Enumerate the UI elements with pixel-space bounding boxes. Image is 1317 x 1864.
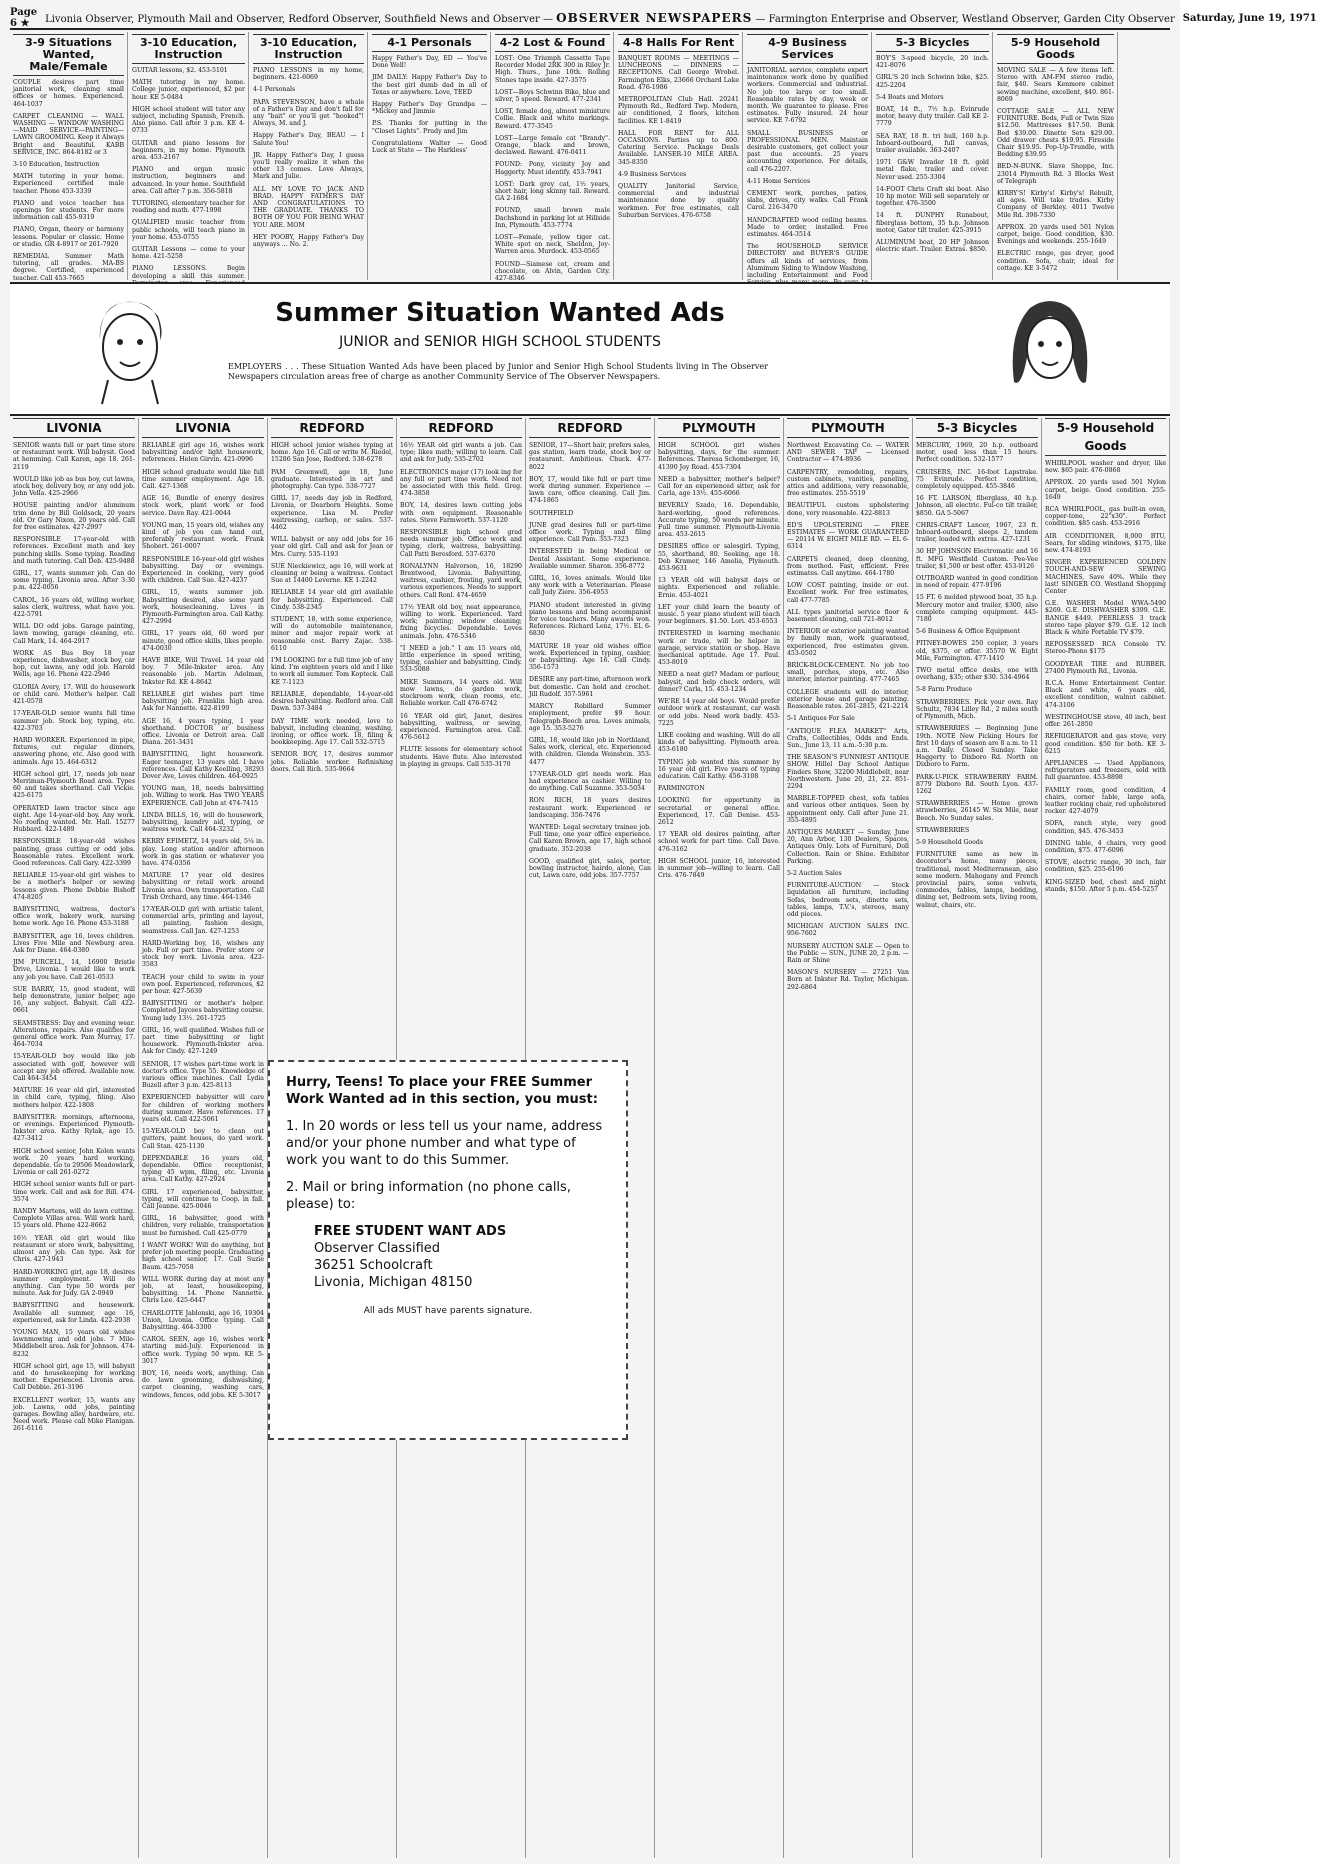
student-ad: GIRL, 18, would like job in Northland, Sales work, clerical, etc. Experienced with children. Glenda Weinstein. 353-4477	[529, 736, 651, 766]
classified-ad: COUPLE desires part time janitorial work, cleaning small offices or homes. Experienced. 464-1037	[13, 79, 124, 108]
coupon-address	[314, 1223, 610, 1291]
student-ad: RELIABLE girl wishes part time babysitting job. Franklin high area. Ask for Nannette. 422-8199	[142, 690, 264, 713]
student-ad: BEAUTIFUL custom upholstering done, very reasonable. 422-8813	[787, 502, 909, 517]
girl-illustration	[1000, 292, 1100, 404]
classified-ad: GUITAR lessons, $2. 453-5101	[132, 67, 228, 74]
page-number: Page 6 ★	[10, 7, 38, 29]
student-ad: DAY TIME work needed, love to babysit, including cleaning, washing, ironing, or office work. 18, filing & bookkeeping. Age 17. Call 532-5715	[271, 717, 393, 747]
student-ad-column	[913, 418, 1042, 1858]
student-ad: ALL types janitorial service floor & basement cleaning, call 721-8012	[787, 608, 909, 624]
student-ad: EXCELLENT worker, 15, wants any job. Lawns, odd jobs, painting garages. Bowling alley, hardware, etc. Need work. Please call Mike Flanigan. 261-6116	[13, 1396, 135, 1433]
classified-ad: LOST: Dark grey cat, 1½ years, short hair, long skinny tail. Reward. GA 2-1684	[495, 180, 610, 203]
student-ad: WORK AS Bus Boy 18 year experience, dishwasher, stock boy, car hop, cut lawns, any odd job. Harold Wells, age 16. Phone 422-2946	[13, 649, 135, 679]
student-ad: FURNITURE same as new in decorator's home, many pieces, traditional, most Mediterranean, also some modern. Mahogany and French provincial pairs, some velvets, commodes, tables, lamps, bedding, dining set, Bedroom sets, living room, walnut, chairs, etc.	[916, 851, 1038, 909]
student-ad: TEACH your child to swim in your own pool. Experienced, references, $2 per hour. 427-5639	[142, 973, 264, 995]
student-ad: THE SEASON'S FUNNIEST ANTIQUE SHOW. Hillel Day School Antique Finders Show, 32200 Middlebelt, near Northwestern. June 20, 21, 22. 851-2294	[787, 754, 909, 790]
classified-ad: TUTORING, elementary teacher for reading and math. 477-1998	[132, 200, 245, 215]
classified-ad: P.S. Thanks for putting in the "Closet Lights". Prudy and Jim	[372, 120, 487, 135]
student-ad: BOY, 16, needs work, anything. Can do lawn grooming, dishwashing, carpet cleaning, washing cars, windows, fences, odd jobs. KE 5-3017	[142, 1369, 264, 1399]
student-ad: BOY, 14, desires lawn cutting jobs with own equipment. Reasonable rates. Steve Farmworth. 537-1120	[400, 502, 522, 524]
student-ad: FURNITURE-AUCTION — Stock liquidation all furniture, including Sofas, bedroom sets, dinette sets, tables, lamps, T.V.'s, stereos, many odd pieces.	[787, 882, 909, 918]
student-ad: SEAMSTRESS: Day and evening wear. Alterations, repairs. Also qualifies for general office work. Pam Murray, 17. 464-7034	[13, 1019, 135, 1049]
column-heading: 5-3 Bicycles	[876, 34, 989, 52]
student-ad: 5-9 Household Goods	[916, 838, 984, 846]
student-ad: HIGH school graduate would like full time summer employment. Age 18. Call. 427-1368	[142, 468, 264, 491]
student-ad: STRAWBERRIES — Home grown strawberries, 26145 W. Six Mile, near Beech. No Sunday sales.	[916, 800, 1038, 822]
student-ad: 17-YEAR-OLD senior wants full time summer job. Stock boy, typing, etc. 422-3703	[13, 710, 135, 732]
classified-column	[129, 32, 249, 280]
student-ad: CAROL SEEN, age 16, wishes work starting mid-July. Experienced in office work. Typing 50 wpm. KE 5-3017	[142, 1336, 264, 1365]
student-ad: HIGH school girl, 17, needs job near Merriman-Plymouth Road area. Types 60 and takes shorthand. Call Vickie. 425-6175	[13, 770, 135, 800]
student-ad: GIRL, 16, loves animals. Would like any work with a Veterinarian. Please call Judy Ziere. 356-4953	[529, 575, 651, 597]
student-ad: AGE 16, 4 years typing, 1 year shorthand. DOCTOR or business office. Livonia or Detroit area. Call Diana. 261-3431	[142, 717, 264, 747]
student-ad: KING-SIZED bed, chest and night stands, $150. After 5 p.m. 454-5257	[1045, 878, 1166, 893]
student-ad: SINGER EXPERIENCED GOLDEN TOUCH-AND-SEW SEWING MACHINES. Save 40%. While they last! SINGER CO. Westland Shopping Center	[1045, 559, 1166, 596]
classified-column	[615, 32, 743, 280]
student-ad-column	[1042, 418, 1170, 1858]
classified-ad: 3-10 Education, Instruction	[13, 161, 100, 169]
student-ad: DINING table, 4 chairs, very good condition, $75. 477-6096	[1045, 839, 1166, 854]
classified-ad: JIM DAILY: Happy Father's Day to the best girl dumb dad in all of Texas or anywhere. Love, TEED	[372, 74, 487, 96]
student-ad: OPERATED lawn tractor since age eight. Age 14-year-old boy. Any work. No roofing wanted. Mr. Hall. 15277 Hubbard. 422-1489	[13, 804, 135, 834]
student-ad: MATURE 18 year old wishes office work. Experienced in typing, cashier, or babysitting. Age 16. Call Cindy. 356-1573	[529, 642, 651, 672]
student-ad: AIR CONDITIONER, 8,000 BTU, Sears, for sliding windows, $175, like new. 474-8193	[1045, 532, 1166, 555]
classified-ad: 4-9 Business Services	[618, 170, 687, 178]
student-ad: JUNE grad desires full or part-time office work. Typing and filing experience. Call Pam. 353-7323	[529, 521, 651, 544]
coupon-step-2: 2. Mail or bring information (no phone calls, please) to:	[286, 1180, 571, 1212]
student-ad: RON RICH, 18 years desires restaurant work. Experienced or landscaping. 356-7476	[529, 797, 651, 819]
student-ad: RELIABLE, dependable, 14-year-old desires babysitting. Redford area. Call Dawn. 537-3484	[271, 690, 393, 713]
coupon-address-line: 36251 Schoolcraft	[314, 1258, 433, 1273]
column-heading: 4-1 Personals	[372, 34, 487, 52]
student-ad: 5-2 Auction Sales	[787, 869, 842, 877]
student-ad: MATURE 16 year old girl, interested in child care, typing, filing. Also mothers helper. 422-1808	[13, 1087, 135, 1109]
student-ad: CARPETS cleaned, deep cleaning, from method. Fast, efficient. Free estimates. Call anytime. 464-1780	[787, 555, 909, 578]
student-ad: YOUNG man, 18, needs babysitting job. Willing to work. Has TWO YEARS EXPERIENCE. Call John at 474-7415	[142, 785, 264, 807]
classified-ad: MATH tutoring in my home. College junior, experienced, $2 per hour. KE 5-0484	[132, 79, 245, 101]
classified-ad: ALUMINUM boat, 20 HP Johnson electric start. Trailer. Extras. $850.	[876, 239, 989, 254]
classified-column	[250, 32, 368, 280]
student-ad: REFRIGERATOR and gas stove, very good condition. $50 for both. KE 3-6215	[1045, 733, 1166, 755]
classified-ad: HEY POOBY, Happy Father's Day anyways ... No. 2.	[253, 233, 364, 249]
classified-ad: 4-1 Personals	[253, 86, 296, 94]
column-heading: 3-10 Education, Instruction	[253, 34, 364, 64]
coupon-address-line: Livonia, Michigan 48150	[314, 1275, 473, 1290]
classified-column	[369, 32, 491, 280]
student-ad: GIRL, 17, wants summer job. Can do some typing. Livonia area. After 3:30 p.m. 422-0056	[13, 570, 135, 592]
classified-column	[492, 32, 614, 283]
student-ad: LOW COST painting, inside or out. Excellent work. For free estimates, call 477-7785	[787, 582, 909, 604]
student-ad: TWO metal office desks, one with overhang, $35; other $30. 534-4964	[916, 667, 1038, 682]
classified-ad: 1971 G&W Invader 18 ft. gold metal flake, trailer and cover. Never used. 255-3304	[876, 159, 989, 181]
header-left-text: Livonia Observer, Plymouth Mail and Observer, Redford Observer, Southfield News and Observer	[45, 14, 540, 25]
student-ad: ELECTRONICS major (17) look ing for any full or part time work. Need not be associated with this field. Greg. 474-3858	[400, 468, 522, 498]
student-ad: WANTED: Legal secretary trainee job. Full time, one year office experience. Call Karen Brown, age 17, high school graduate. 352-2038	[529, 823, 651, 853]
classified-ad: CEMENT work, porches, patios, slabs, drives, city walks. Call Frank Carol. 216-3470	[747, 190, 868, 212]
summer-situation-banner	[10, 282, 1170, 416]
student-ad: 13 YEAR old will babysit days or nights. Experienced and reliable. Ernie. 453-4021	[658, 577, 780, 599]
classified-ad: BED-N-BUNK. Slave Shoppe, Inc. 23014 Plymouth Rd. 3 Blocks West of Telegraph	[997, 163, 1114, 185]
student-ad: I WANT WORK! Will do anything, but prefer job meeting people. Graduating high school senior, 17. Call Suzie Baum. 425-7058	[142, 1241, 264, 1271]
student-ad: WE'RE 14 year old boys. Would prefer outdoor work at restaurant, car wash or odd jobs. Need work badly. 453-7225	[658, 698, 780, 727]
city-heading: REDFORD	[529, 418, 651, 438]
classified-ad: 4-11 Home Services	[747, 177, 811, 185]
student-ad: RESPONSIBLE 18-year-old wishes painting, grass cutting or odd jobs. Reasonable rates. Excellent work. Good references. Call Gary. 422-3399	[13, 838, 135, 867]
classified-ad: LOST—Boys Schwinn Bike, blue and silver, 5 speed. Reward. 477-2341	[495, 88, 610, 104]
student-ad: WILL DO odd jobs. Garage painting, lawn mowing, garage cleaning, etc. Call Mark, 14. 464-2917	[13, 623, 135, 645]
student-ad-column	[655, 418, 784, 1858]
classified-ad: METROPOLITAN Club Hall. 20241 Plymouth Rd., Redford Twp. Modern, air conditioned, 2 floors, kitchen facilities. KE 1-8419	[618, 96, 739, 125]
classified-ad: PIANO, Organ, theory or harmony lessons. Popular or classic. Home or studio. GR 4-8917 or 261-7920	[13, 226, 124, 248]
student-ad: GOODYEAR TIRE and RUBBER. 27400 Plymouth Rd., Livonia.	[1045, 660, 1166, 675]
student-ad-column	[10, 418, 139, 1858]
classified-ad: HALL FOR RENT for ALL OCCASIONS. Parties up to 800. Catering Service. Package Deals Available. LANSER-10 MILE AREA. 345-8350	[618, 129, 739, 166]
classified-ad: Happy Father's Day Grandpa — *Mickey and Jimmie	[372, 101, 487, 116]
coupon-address-line: Observer Classified	[314, 1241, 441, 1256]
student-ad: GLORIA Avery, 17. Will do housework or child care. Mother's helper. Call 421-0578	[13, 683, 135, 706]
classified-column	[873, 32, 993, 280]
classified-ad: PAPA STEVENSON, have a whale of a Father's Day and don't fall for any "bait" or you'll get "hooked"! Always, M. and J.	[253, 98, 364, 128]
student-ad: HARD-WORKING girl, age 18, desires summer employment. Will do anything. Can type 50 words per minute. Ask for Judy. GA 2-0949	[13, 1268, 135, 1298]
coupon-address-line: FREE STUDENT WANT ADS	[314, 1224, 507, 1239]
student-ad: SUE Nieckiewicz, age 16, will work at cleaning or being a waitress. Contact Sue at 14400 Leverne. KE 1-2242	[271, 562, 393, 585]
student-ad: RANDY Martens, will do lawn cutting. Complete Villas area. Will work hard, 15 years old. Phone 422-8662	[13, 1208, 135, 1230]
student-ad: GIRL 17 experienced, babysitter, typing, will continue to Coop. in fall. Call Jeanne. 425-0046	[142, 1188, 264, 1211]
student-ad: SOFA, ranch style, very good condition, $45. 476-3453	[1045, 820, 1166, 835]
student-ad: HARD WORKER. Experienced in pipe, fixtures, cut regular dinners, answering phone, etc. Also good with animals. Age 15. 464-6312	[13, 736, 135, 766]
student-ad: SENIOR BOY, 17, desires summer jobs. Reliable worker. Refinishing doors. Call Rich. 535-9664	[271, 751, 393, 773]
classified-ad: Congratulations Walter — Good Luck at State — The Harkless'	[372, 139, 487, 155]
student-ad: CAROL, 16 years old, willing worker, sales clerk, waitress, what have you. 422-5791	[13, 596, 135, 619]
student-ad: WILL babysit or any odd jobs for 16 year old girl. Call and ask for Jean or Mrs. Curry. 535-1193	[271, 536, 393, 558]
student-ad: SENIOR, 17—Short hair, prefers sales, gas station, learn trade, stock boy or restaurant. Ambitious. Chuck. 477-8022	[529, 442, 651, 471]
student-ad: STRAWBERRIES. Pick your own. Ray Schultz, 7834 Lilley Rd., 2 miles south of Plymouth, Mich.	[916, 698, 1038, 721]
masthead: OBSERVER NEWSPAPERS	[556, 11, 753, 25]
column-heading: 4-9 Business Services	[747, 34, 868, 64]
city-heading: 5-9 Household Goods	[1045, 418, 1166, 456]
student-ad: 17-YEAR-OLD girl needs work. Has had experience as cashier. Willing to do anything. Call Suzanne. 353-5034	[529, 770, 651, 793]
coupon-step-1: 1. In 20 words or less tell us your name, address and/or your phone number and what type of work you want to do this Summer.	[286, 1119, 603, 1168]
student-ad: AGE 16, Bundle of energy desires stock work, plant work or food service. Dave Ray. 421-0044	[142, 495, 264, 517]
student-ad: LET your child learn the beauty of music. 5 year piano student will teach your beginners. $1.50. Lori. 453-6553	[658, 603, 780, 626]
student-ad: HIGH SCHOOL girl wishes babysitting, days, for the summer. References. Theresa Schomberger, 16, 41390 Joy Road. 453-7304	[658, 442, 780, 471]
student-ad: MERCURY, 1969, 20 h.p. outboard motor, used less than 15 hours. Perfect condition. 532-1577	[916, 442, 1038, 464]
classified-ad: MOVING SALE — A few items left. Stereo with AM-FM stereo radio, fair, $40. Sears Kenmore cabinet sewing machine, excellent, $40. 861-8069	[997, 67, 1114, 103]
student-ad: APPLIANCES — Used Appliances, refrigerators and freezers, sold with full guarantee. 453-8898	[1045, 759, 1166, 782]
student-ad: CHARLOTTE Jablonski, age 16, 19304 Union, Livonia. Office typing. Call Babysitting. 464-3300	[142, 1309, 264, 1331]
student-ad: TYPING job wanted this summer by 16 year old girl. Five years of typing education. Call Kathy. 456-3108	[658, 758, 780, 780]
classified-ad: QUALITY Janitorial Service, commercial and industrial maintenance done by quality workmen. For free estimates, call Suburban Services. 476-6758	[618, 183, 739, 219]
student-ad: BABYSITTING, light housework. Eager teenager, 13 years old. I have references. Call Kathy Keelling, 38293 Dover Ave, Loves children. 464-0925	[142, 751, 264, 780]
student-ad: BOY, 17, would like full or part time work during summer. Experience — lawn care, office cleaning. Call Jim. 474-1865	[529, 475, 651, 505]
classified-ad: ELECTRIC range, gas dryer, good condition. Sofa, chair, ideal for cottage. KE 3-5472	[997, 250, 1114, 272]
student-ad: LINDA BILLS, 16, will do housework, babysitting, laundry aid, typing, or waitress work. Call 464-3232	[142, 811, 264, 834]
student-ad: MIKE Summers, 14 years old. Will mow lawns, do garden work, stockroom work, clean rooms, etc. Reliable worker. Call 476-6742	[400, 678, 522, 708]
student-ad: INTERESTED in learning mechanic work or trade, will be helper in garage, service station or shop. Have mechanical aptitude. Age 17. Paul. 453-8019	[658, 630, 780, 667]
student-ad: HARD-Working boy, 16, wishes any job. Full or part time. Prefer store or stock boy work. Livonia area. 422-3583	[142, 939, 264, 969]
classified-ad: LOST, female dog, almost miniature Collie. Black and white markings. Reward. 477-3545	[495, 108, 610, 130]
classified-ad: CARPET CLEANING — WALL WASHING — WINDOW WASHING—MAID SERVICE—PAINTING—LAWN GROOMING. Keep it Always Bright and Beautiful. KABB SERVICE, INC. 864-8182 or 3	[13, 112, 124, 156]
student-ad: ANTIQUES MARKET — Sunday, June 20, Ann Arbor, 130 Dealers, Spaces, Antiques Only. Lots of Furniture, Doll Collection. Rain or Shine. Exhibitor Parking.	[787, 828, 909, 865]
student-ad: HIGH school senior wants full or part-time work. Call and ask for Bill. 474-3574	[13, 1181, 135, 1203]
student-ad: INTERESTED in being Medical or Dental Assistant. Some experience. Available summer. Sharon. 356-8772	[529, 548, 651, 570]
student-ad: BEVERLY Szado, 16. Dependable, hard-working, good references. Accurate typing, 50 words per minute. Full time summer. Plymouth-Livonia area. 453-2615	[658, 502, 780, 539]
student-ad: RONALYNN Halvorson, 16, 18290 Brentwood, Livonia. Babysitting, waitress, cashier, frosting, yard work, various experiences. Needs to support others. Call Ronl. 474-4659	[400, 562, 522, 599]
student-ad: MARBLE-TOPPED chest, sofa tables and various other antiques. Seen by appointment only. Call after June 21. 355-4895	[787, 795, 909, 824]
classified-ad: GIRL'S 20 inch Schwinn bike, $25. 425-2204	[876, 74, 989, 89]
banner-body: EMPLOYERS . . . These Situation Wanted Ads have been placed by Junior and Senior High School Students living in The Observer Newspapers circulation areas free of charge as another Community Service of The Observer Newspapers.	[228, 362, 768, 381]
student-ad: 15-YEAR-OLD boy would like job associated with golf, however will accept any job offered. Available now. Call 464-3454	[13, 1053, 135, 1083]
student-ad: HIGH SCHOOL junior, 16, interested in summer job—willing to learn. Call Cris. 476-7849	[658, 857, 780, 880]
student-ad: 17-YEAR-OLD girl with artistic talent, commercial arts, printing and layout, all painting, fashion design, seamstress. Call Jan. 427-1253	[142, 905, 264, 935]
student-ad: NEED a neat girl? Madam or parlour, babysit, and help check orders, will dinner? Carla, 15. 453-1234	[658, 671, 780, 693]
student-ad: SENIOR, 17 wishes part-time work in doctor's office. Type 55. Knowledge of various office machines. Call Lydia Buzell after 3 p.m. 425-8113	[142, 1060, 264, 1090]
student-ad: 16½ YEAR old girl would like restaurant or store work, babysitting, almost any job. Can type. Ask for Chris. 427-1943	[13, 1234, 135, 1264]
classified-ad: BANQUET ROOMS — MEETINGS — LUNCHEONS — DINNERS — RECEPTIONS. Call George Wrobel. Farmington Elks, 23666 Orchard Lake Road. 476-1986	[618, 55, 739, 91]
classified-ad: QUALIFIED music teacher from public schools, will teach piano in your home. 453-0755	[132, 219, 245, 241]
student-ad: MATURE 17 year old desires babysitting or retail work around Livonia area. Own transportation. Call Trish Orchard, any time. 464-1346	[142, 872, 264, 901]
city-heading: LIVONIA	[13, 418, 135, 438]
coupon-note: All ads MUST have parents signature.	[363, 1306, 533, 1316]
student-ad: KERRY EFIMETZ, 14 years old, 5¼ in. play. Long station and/or afternoon work in gas station or whatever you have. 474-0356	[142, 838, 264, 867]
student-ad: HOUSE painting and/or aluminum trim done by Bill Goldsack, 20 years old. Or Gary Nixon, 20 years old. Call for free estimates. 427-2997	[13, 502, 135, 532]
student-ad: REPOSSESSED RCA Console TV. Stereo-Phono $175	[1045, 641, 1166, 656]
student-ad: MASON'S NURSERY — 27251 Van Born at Inkster Rd. Taylor, Michigan. 292-6864	[787, 969, 909, 991]
classified-ad: ALL MY LOVE TO JACK AND BRAD. HAPPY FATHER'S DAY AND CONGRATULATIONS TO THE GRADUATE. THANKS TO BOTH OF YOU FOR BEING WHAT YOU ARE. MOM	[253, 185, 364, 229]
student-ad: RELIABLE 14 year old girl available for babysitting. Experienced. Call Cindy. 538-2345	[271, 589, 393, 611]
classified-ad: COTTAGE SALE — ALL NEW FURNITURE. Beds, Full or Twin Size $12.50. Mattresses $17.50. Bunk Bed $39.00. Dinette Sets $29.00. Odd drawer chests $19.95. Fireside Chair $19.95. Pop-Up-Trundle, with Bedding $39.95	[997, 108, 1114, 159]
classified-ad: JANITORIAL service, complete expert maintenance work done by qualified workers. Commercial and industrial. No job too large or too small. Reasonable rates by day, week or month. We guarantee to please. Free estimates. Fully insured. 24 hour service. KE 7-6792	[747, 67, 868, 125]
student-ad: COLLEGE students will do interior, exterior house and garage painting. Reasonable rates. 261-2815, 421-2214	[787, 688, 909, 711]
student-ad-column	[784, 418, 913, 1858]
classified-ad: JR. Happy Father's Day, I guess you'll really realize it when the other 13 comes. Love Always, Mark and Julie.	[253, 151, 364, 181]
boy-illustration	[80, 292, 180, 404]
student-ad: 16½ YEAR old girl wants a job. Can type; likes math; willing to learn. Call and ask for Judy. 535-2702	[400, 442, 522, 464]
classified-ad: REMEDIAL Summer Math tutoring, all grades. MA-BS degree. Certified, experienced teacher. Call 453-7665	[13, 253, 124, 282]
student-ad: PITNEY-BOWES 250 copier, 3 years old, $375, or offer. 35570 W. Eight Mile, Farmington. 477-1410	[916, 640, 1038, 662]
column-heading: 4-2 Lost & Found	[495, 34, 610, 52]
student-ad: 15-YEAR-OLD boy to clean out gutters, paint houses, do yard work. Call Stan. 425-1130	[142, 1128, 264, 1150]
student-ad: SOUTHFIELD	[529, 509, 574, 517]
student-ad: BRICK-BLOCK-CEMENT. No job too small, porches, steps, etc. Also interior, interior painting. 477-7465	[787, 662, 909, 684]
student-ad: 5-1 Antiques For Sale	[787, 715, 855, 723]
banner-subtitle: JUNIOR and SENIOR HIGH SCHOOL STUDENTS	[339, 334, 661, 350]
student-ad: CRUISERS, INC. 16-foot Lapstrake. 75 Evinrude. Perfect condition, completely equipped. 455-3846	[916, 468, 1038, 491]
student-ad: HIGH school senior, John Kolen wants work. 20 years hard working, dependable. Go to 29506 Meadowlark, Livonia or call 261-0272	[13, 1147, 135, 1177]
classified-ad: Happy Father's Day, BEAU — I Salute You!	[253, 132, 364, 147]
classified-ad: APPROX. 20 yards used 501 Nylon carpet, beige. Good condition, $30. Evenings and weekends. 255-1649	[997, 223, 1114, 246]
student-ad: GIRL 17, needs day job in Redford, Livonia, or Dearborn Heights. Some experience. Lisa M. Prefer waitressing, carhop, or sales. 537-4462	[271, 495, 393, 532]
classified-ad: FOUND—Siamese cat, cream and chocolate, on Alvin, Garden City. 427-8346	[495, 260, 610, 283]
student-ad: BABYSITTER, age 16, loves children. Lives Five Mile and Newburg area. Ask for Diane. 464-0380	[13, 932, 135, 954]
student-ad: HIGH school junior wishes typing at home. Age 16. Call or write M. Riedel, 15286 San Jose, Redford. 538-6278	[271, 442, 393, 464]
student-ad: INTERIOR or exterior painting wanted by family man, work guaranteed, experienced, free estimates given. 453-0502	[787, 628, 909, 657]
student-ad: PIANO student interested in giving piano lessons and being accompanist for voice teachers. Many awards won. References. Richard Lenz, 17½. EL 6-6830	[529, 601, 651, 638]
student-ad: DESIRES office or salesgirl. Typing, 55, shorthand, 80. Seeking, age 18. Deb Kramer, 146 Amelia, Plymouth. 453-9631	[658, 543, 780, 573]
student-ad: APPROX. 20 yards used 501 Nylon carpet, beige. Good condition. 255-1649	[1045, 479, 1166, 501]
column-heading: 5-9 Household Goods	[997, 34, 1114, 64]
student-ad: STRAWBERRIES	[916, 826, 970, 834]
classified-ad: KIRBY'S! Kirby's! Kirby's! Rebuilt, all ages. Will take trades. Kirby Company of Berkley. 4011 Twelve Mile Rd. 398-7330	[997, 190, 1114, 219]
student-ad: 16 FT. LARSON, fiberglass, 40 h.p. Johnson, all electric. Ful-co tilt trailer, $850. GA 5-5067	[916, 495, 1038, 517]
student-ad: "I NEED a job." I am 15 years old, little experience in speed writing, typing, cashier and babysitting. Cindy. 533-5088	[400, 644, 522, 674]
banner-title: Summer Situation Wanted Ads	[275, 298, 725, 328]
classified-ad: FOUND, small brown male Dachshund in parking lot at Hillside Inn, Plymouth. 453-7774	[495, 207, 610, 229]
student-ad: BABYSITTER: mornings, afternoons, or evenings. Experienced Plymouth-Inkster area. Kathy Rylak, age 15. 427-3412	[13, 1113, 135, 1143]
student-ad: RESPONSIBLE 17-year-old with references. Excellent math and key punching skills. Some typing. Reading and math tutoring. Call Deb. 425-9488	[13, 536, 135, 565]
student-ad: LIKE cooking and washing. Will do all kinds of babysitting. Plymouth area. 453-6180	[658, 731, 780, 754]
classified-ad: PIANO and voice teacher has openings for students. For more information call 455-9319	[13, 199, 124, 222]
student-ad: PARK-U-PICK STRAWBERRY FARM. 8779 Dixboro Rd. South Lyon. 437-1262	[916, 773, 1038, 795]
classified-ad: PIANO and organ music instruction, beginners and advanced. In your home. Southfield area. Call after 7 p.m. 356-5818	[132, 166, 245, 195]
classified-ad: SEA RAY, 18 ft. tri hull, 160 h.p. Inboard-outboard, full canvas, trailer available. 363-2407	[876, 132, 989, 155]
student-ad: BABYSITTING or mother's helper. Completed Jaycees babysitting course. Young lady 13½. 261-1725	[142, 1000, 264, 1022]
student-ad: YOUNG MAN, 15 years old wishes lawnmowing and odd jobs. 7 Mile-Middlebelt area. Ask for Johnson. 474-8232	[13, 1328, 135, 1358]
classified-ad: 14 ft. DUNPHY Runabout, fiberglass bottom, 35 h.p. Johnson motor, Gator tilt trailer. 425-3915	[876, 212, 989, 234]
column-heading: 4-8 Halls For Rent	[618, 34, 739, 52]
student-ad: 16 YEAR old girl, Janet, desires babysitting, waitress, or sewing, experienced. Farmington area. Call. 476-5612	[400, 712, 522, 742]
city-heading: PLYMOUTH	[787, 418, 909, 438]
student-ad: WESTINGHOUSE stove, 40 inch, best offer. 261-2850	[1045, 713, 1166, 729]
classified-ad: GUITAR and piano lessons for beginners, in my home. Plymouth area. 453-2167	[132, 139, 245, 162]
student-ad: PAM Greenwell, age 18, June graduate. Interested in art and photography. Can type. 538-7727	[271, 468, 393, 491]
classified-ad: BOY'S 3-speed bicycle, 20 inch. 421-8076	[876, 55, 989, 70]
student-ad: OUTBOARD wanted in good condition in need of repair. 477-9196	[916, 575, 1038, 590]
classified-ad: SMALL BUSINESS or PROFESSIONAL MEN. Maintain desirable customers, get collect your past due accounts. 25 years accounting experience. For details, call 476-2207.	[747, 129, 868, 173]
student-ad-column	[139, 418, 268, 1858]
student-ad: FARMINGTON	[658, 785, 705, 793]
student-ad: ED'S UPOLSTERING — FREE ESTIMATES — WORK GUARANTEED — 20114 W. EIGHT MILE RD. — EL 6-6314	[787, 521, 909, 551]
classified-ad: HANDCRAFTED wood ceiling beams. Made to order, installed. Free estimates. 464-3514	[747, 216, 868, 239]
student-ad: MARCY Robillard Summer employment, prefer $9 hour. Telegraph-Beech area. Loves animals, age 15. 353-5276	[529, 703, 651, 732]
student-ad: 5-8 Farm Produce	[916, 686, 973, 694]
student-ad: HAVE BIKE, Will Travel. 14 year old boy. 7 Mile-Inkster area. Any reasonable job. Martin Adelman, Inkster Rd. KE 4-8642	[142, 657, 264, 686]
classified-ad: LOST—Female, yellow tiger cat. White spot on neck, Sheldon, Joy-Warren area. Murdock. 453-0565	[495, 234, 610, 256]
student-ad: GIRL, 16 babysitter, good with children, very reliable, transportation must be furnished. Call 425-0779	[142, 1215, 264, 1237]
student-ad: RESPONSIBLE 16-year-old girl wishes babysitting. Day or evenings. Experienced in cooking, very good with children. Call Sue. 427-4237	[142, 555, 264, 585]
student-ad: WILL WORK during day at most any job, at least, housekeeping, babysitting. 14. Phone Nannette. Chris Lee. 425-6447	[142, 1275, 264, 1305]
classified-ad: The HOUSEHOLD SERVICE DIRECTORY and BUYER'S GUIDE offers all kinds of services, from Aluminum Siding to Window Washing, including Entertainment and Food	[747, 243, 868, 280]
page-header	[10, 7, 1317, 30]
classified-ad: MATH tutoring in your home. Experienced certified male teacher. Phone 453-3339	[13, 173, 124, 195]
student-ad: JIM PURCELL, 14, 16900 Bristle Drive, Livonia. I would like to work any job you have. Call 261-0533	[13, 959, 135, 981]
student-ad: RCA WHIRLPOOL, gas built-in oven, copper-tone, 22"x30". Perfect condition. $85 cash. 453-2916	[1045, 506, 1166, 528]
student-ad: GIRL, 15, wants summer job. Babysitting desired, also some yard work, housecleaning. Lives in Plymouth-Farmington area. Call Kathy. 427-2994	[142, 589, 264, 626]
student-ad: STUDENT, 18, with some experience, will do automobile maintenance, minor and major repair work at reasonable cost. Barry Zajac. 538-6110	[271, 616, 393, 652]
student-ad: SUE BARRY, 15, good student, will help demonstrate, junior helper, age 16, any subject. Babysit. Call 422-0661	[13, 985, 135, 1015]
student-ad: 5-6 Business & Office Equipment	[916, 628, 1021, 636]
classified-ad: HIGH school student will tutor any subject, including Spanish, French. Also piano. Call after 3 p.m. KE 4-0733	[132, 105, 245, 135]
city-heading: REDFORD	[271, 418, 393, 438]
student-ad: DESIRE any part-time, afternoon work but domestic. Can hold and crochet. Jill Rudolf. 357-5961	[529, 676, 651, 698]
student-ad: FLUTE lessons for elementary school students. Have flute. Also interested in playing in groups. Call 535-3170	[400, 746, 522, 768]
student-ad: MICHIGAN AUCTION SALES INC. 956-7602	[787, 923, 909, 938]
classified-ad: FOUND: Pony, vicinity Joy and Haggerty. Must identify. 453-7941	[495, 161, 610, 176]
city-heading: 5-3 Bicycles	[916, 418, 1038, 438]
city-heading: PLYMOUTH	[658, 418, 780, 438]
student-ad: G.E. WASHER Model WWA-5490 $269. G.E. DISHWASHER $399. G.E. RANGE $449. PEERLESS 3 track stereo tape player $79. G.E. 12 inch Black & white Portable TV $79.	[1045, 600, 1166, 637]
classified-ad: GUITAR Lessons — come to your home. 421-5258	[132, 246, 245, 261]
student-ad: BABYSITTING, waitress, doctor's office work, bakery work, nursing home work. Age 16. Phone 453-3188	[13, 905, 135, 928]
student-ad: RELIABLE 15-year-old girl wishes to be a mother's helper or sewing lessons given. Phone Debbie Bishoff 474-8205	[13, 872, 135, 901]
student-ad: NEED a babysitter, mother's helper? Call for an experienced sitter, ask for Carla, age 13½. 455-6066	[658, 475, 780, 498]
student-ad: 17 YEAR old desires painting, after school work for part time. Call Dave. 476-3162	[658, 831, 780, 853]
classified-ad: PIANO LESSONS. Begin developing a skill this summer.	[132, 265, 245, 280]
city-heading: LIVONIA	[142, 418, 264, 438]
student-ad: 30 HP JOHNSON Electromatic and 16 ft. MFG Westfield Custom. Pee-Vee trailer, $1,500 or best offer. 453-9126	[916, 548, 1038, 570]
student-ad: WHIRLPOOL washer and dryer, like new. $65 pair. 476-0868	[1045, 460, 1166, 475]
classified-ad: LOST—Large female cat "Brandy". Orange, black and brown, declawed. Reward. 476-0411	[495, 134, 610, 157]
classified-column	[994, 32, 1118, 280]
student-ad: CHRIS-CRAFT Lancer, 1967, 23 ft. Inboard-outboard, sleeps 2, tandem trailer, loaded with extras. 427-1231	[916, 521, 1038, 544]
student-ad: RELIABLE girl age 16, wishes work babysitting and/or light housework, references. Helen Girvin. 421-0996	[142, 442, 264, 464]
student-ad: STRAWBERRIES — Beginning June 19th. NOTE New Picking Hours for first 10 days of season are 8 a.m. to 11 a.m. Daily. Closed Sunday. Take Haggerty to Dixboro Rd. North on Dixboro to Farm.	[916, 725, 1038, 769]
classified-ad: BOAT, 14 ft., 7½ h.p. Evinrude motor, heavy duty trailer. Call KE 2-7779	[876, 106, 989, 128]
student-ad: I'M LOOKING for a full time job of any kind. I'm eighteen years old and I like to work all summer. Tom Kopteck. Call KE 7-1123	[271, 657, 393, 686]
student-ad: GOOD, qualified girl, sales, porter, bowling instructor, hairdo, alone, Can cut, Lawn care, odd jobs. 357-7757	[529, 857, 651, 880]
student-ad: LOOKING for opportunity in secretarial or general office. Experienced, 17. Call Denise. 453-2612	[658, 797, 780, 826]
student-ad: SENIOR wants full or part time store or restaurant work. Will babysit. Good at hemming. Call Karen, age 18. 261-2119	[13, 442, 135, 471]
classified-ad: PIANO LESSONS in my home, beginners. 421-6069	[253, 67, 364, 82]
student-ad: 17½ YEAR old boy, neat appearance, willing to work. Experienced. Yard work; painting; window cleaning; fixing bicycles. Dependable. Loves animals. John. 476-5346	[400, 603, 522, 640]
student-ad: R.C.A. Home Entertainment Center. Black and white, 6 years old, excellent condition, walnut cabinet. 474-3106	[1045, 680, 1166, 709]
classified-column	[10, 32, 128, 280]
student-ad: HIGH school girl, age 15, will babysit and do housekeeping for working mother. Experienced. Livonia area. Call Debbie. 261-3196	[13, 1362, 135, 1392]
student-ad: 15 FT. 6 molded plywood boat, 35 h.p. Mercury motor and trailer, $300, also complete camping equipment. 445-7180	[916, 594, 1038, 624]
student-ad: GIRL, 16, well qualified. Wishes full or part time babysitting or light housework. Plymouth-Inkster area. Ask for Cindy. 427-1249	[142, 1026, 264, 1056]
student-ad: NURSERY AUCTION SALE — Open to the Public — SUN., JUNE 20, 2 p.m. — Rain or Shine	[787, 942, 909, 964]
student-ad: Northwest Excavating Co. — WATER AND SEWER TAP — Licensed Contractor — 474-8936	[787, 442, 909, 464]
student-ad: BABYSITTING and housework. Available all summer, age 16, experienced, ask for Linda. 422-2938	[13, 1302, 135, 1324]
student-ad: STOVE, electric range, 30 inch, fair condition, $25. 255-6196	[1045, 859, 1166, 874]
classified-ad: 14-FOOT Chris Craft ski boat. Also 10 hp motor. Will sell separately or together. 476-3500	[876, 185, 989, 208]
student-ad: RESPONSIBLE high school grad needs summer job. Office work and typing, clerk, waitress, babysitting. Call Patti Beresford. 537-6370	[400, 529, 522, 558]
classified-ad: LOST: One Triumph Cassette Tape Recorder Model 2RK 300 in Riley Jr. High. Thurs., June 10th. Rolling Stones tape inside. 427-3575	[495, 55, 610, 84]
student-ad: CARPENTRY, remodeling, repairs, custom cabinets, vanities, paneling, attics and additions, very reasonable, free estimates. 255-5519	[787, 468, 909, 498]
classified-ad: 5-4 Boats and Motors	[876, 93, 944, 101]
header-publications: Livonia Observer, Plymouth Mail and Observer, Redford Observer, Southfield News and Observer — OBSERVER NEWSPAPERS — Farmington Enterprise and Observer, Westland Observer, Garden City Observer	[45, 11, 1175, 25]
header-right-text: Farmington Enterprise and Observer, Westland Observer, Garden City Observer	[768, 14, 1175, 25]
coupon-lead: Hurry, Teens! To place your FREE Summer Work Wanted ad in this section, you must:	[286, 1075, 598, 1107]
student-ad: YOUNG man, 15 years old, wishes any kind of job you can hand out, preferably restaurant work. Frank Shobert. 261-0007	[142, 521, 264, 551]
student-ad: GIRL, 17 years old, 60 word per minute, good office skills, likes people. 474-0030	[142, 630, 264, 652]
issue-date: Saturday, June 19, 1971	[1182, 12, 1317, 24]
classified-column	[744, 32, 872, 280]
student-ad: WOULD like job as bus boy, cut lawns, stock boy, delivery boy, or any odd job. John Vella. 425-2966	[13, 475, 135, 498]
city-heading: REDFORD	[400, 418, 522, 438]
student-ad: EXPERIENCED babysitter will care for children of working mothers during summer. Have references. 17 years old. Call 422-5061	[142, 1094, 264, 1124]
column-heading: 3-9 Situations Wanted, Male/Female	[13, 34, 124, 76]
free-ad-coupon	[268, 1060, 628, 1440]
student-ad: FAMILY room, good condition, 4 chairs, corner table, large sofa, leather rocking chair, red upholstered rocker. 427-4079	[1045, 786, 1166, 816]
student-ad: "ANTIQUE FLEA MARKET" Arts, Crafts, Collectibles, Odds and Ends. Sun., June 13, 11 a.m.-5:30 p.m.	[787, 727, 909, 749]
classified-ad: Happy Father's Day, ED — You've Done Well!	[372, 55, 487, 70]
column-heading: 3-10 Education, Instruction	[132, 34, 245, 64]
student-ad: DEPENDABLE 16 years old, dependable. Office receptionist, typing 45 wpm, filing, etc. Livonia area. Call Kathy. 427-2924	[142, 1154, 264, 1184]
